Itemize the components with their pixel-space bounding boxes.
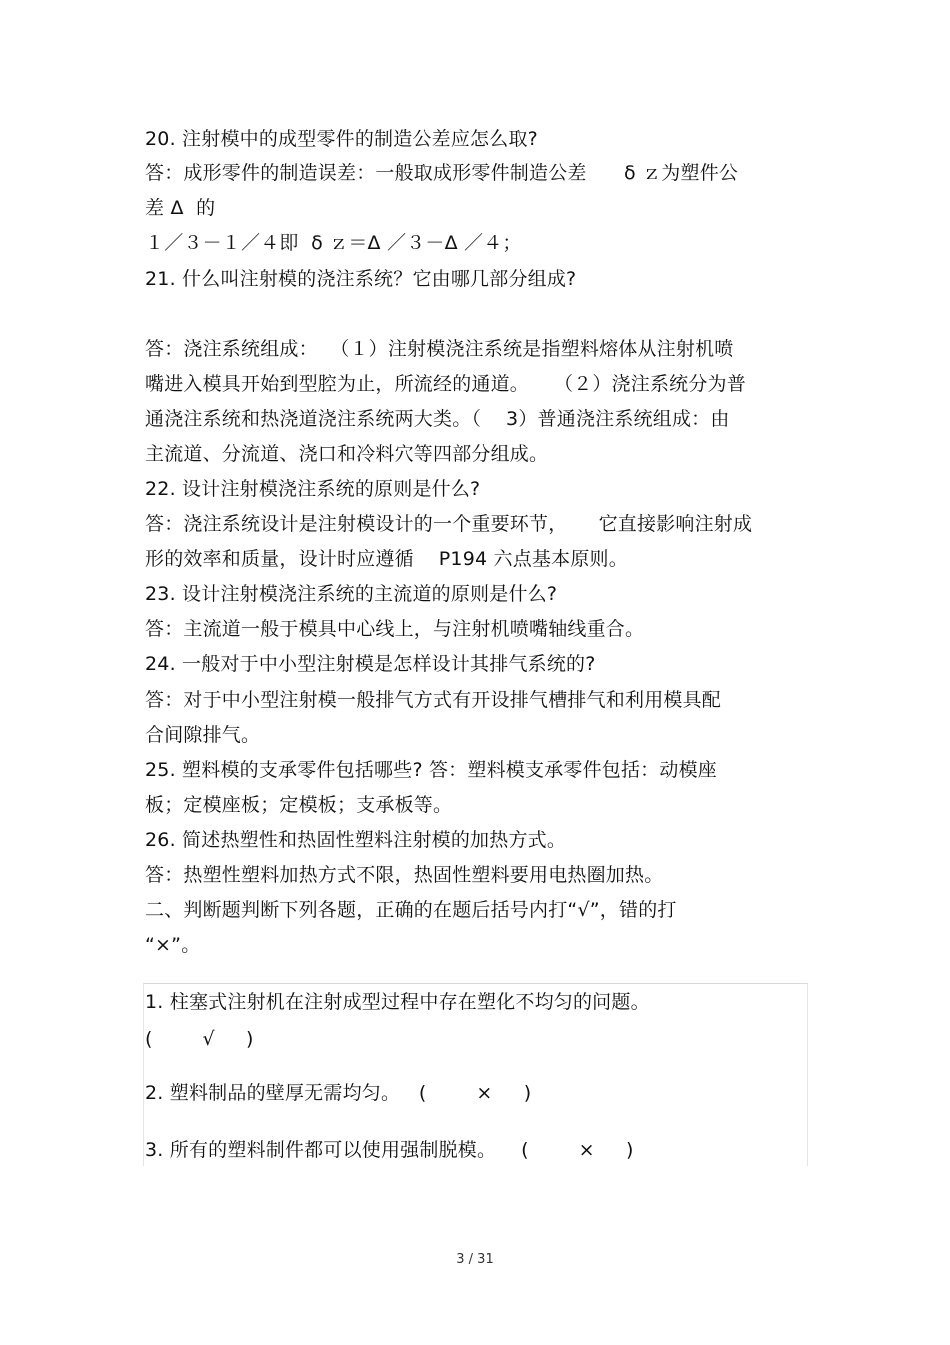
section-two-heading: 二、判断题判断下列各题，正确的在题后括号内打“√”，错的打	[145, 899, 677, 921]
answer-21-line-3: 通浇注系统和热浇道浇注系统两大类。（ 3）普通浇注系统组成：由	[145, 408, 730, 430]
question-25-line-1: 25. 塑料模的支承零件包括哪些? 答：塑料模支承零件包括：动模座	[145, 759, 717, 781]
judgment-1-answer: ( √ )	[145, 1028, 254, 1050]
answer-21-line-2: 嘴进入模具开始到型腔为止，所流经的通道。 （２）浇注系统分为普	[145, 373, 746, 395]
question-26: 26. 简述热塑性和热固性塑料注射模的加热方式。	[145, 829, 567, 851]
judgment-1: 1. 柱塞式注射机在注射成型过程中存在塑化不均匀的问题。	[145, 991, 650, 1013]
answer-20-line-1: 答：成形零件的制造误差：一般取成形零件制造公差 δ ｚ为塑件公	[145, 162, 739, 184]
answer-24-line-1: 答：对于中小型注射模一般排气方式有开设排气槽排气和利用模具配	[145, 689, 722, 711]
question-23: 23. 设计注射模浇注系统的主流道的原则是什么?	[145, 583, 558, 605]
answer-23: 答：主流道一般于模具中心线上，与注射机喷嘴轴线重合。	[145, 618, 645, 640]
question-21: 21. 什么叫注射模的浇注系统？它由哪几部分组成?	[145, 268, 577, 290]
question-22: 22. 设计注射模浇注系统的原则是什么?	[145, 478, 481, 500]
question-25-line-2: 板；定模座板；定模板；支承板等。	[145, 794, 453, 816]
answer-22-line-2: 形的效率和质量，设计时应遵循 P194 六点基本原则。	[145, 548, 628, 570]
answer-22-line-1: 答：浇注系统设计是注射模设计的一个重要环节， 它直接影响注射成	[145, 513, 753, 535]
section-two-heading-cont: “×”。	[145, 934, 201, 956]
question-20: 20. 注射模中的成型零件的制造公差应怎么取?	[145, 128, 538, 150]
answer-20-line-3: １／３－１／４即 δ ｚ＝Δ ／３－Δ ／４；	[145, 232, 522, 254]
answer-20-line-2: 差 Δ 的	[145, 197, 216, 219]
question-24: 24. 一般对于中小型注射模是怎样设计其排气系统的?	[145, 653, 596, 675]
judgment-3: 3. 所有的塑料制件都可以使用强制脱模。 ( × )	[145, 1139, 634, 1161]
answer-24-line-2: 合间隙排气。	[145, 724, 261, 746]
judgment-2: 2. 塑料制品的壁厚无需均匀。 ( × )	[145, 1082, 532, 1104]
answer-26: 答：热塑性塑料加热方式不限，热固性塑料要用电热圈加热。	[145, 864, 664, 886]
page-number: 3 / 31	[456, 1252, 494, 1267]
answer-21-line-4: 主流道、分流道、浇口和冷料穴等四部分组成。	[145, 443, 549, 465]
answer-21-line-1: 答：浇注系统组成： （１）注射模浇注系统是指塑料熔体从注射机喷	[145, 338, 734, 360]
